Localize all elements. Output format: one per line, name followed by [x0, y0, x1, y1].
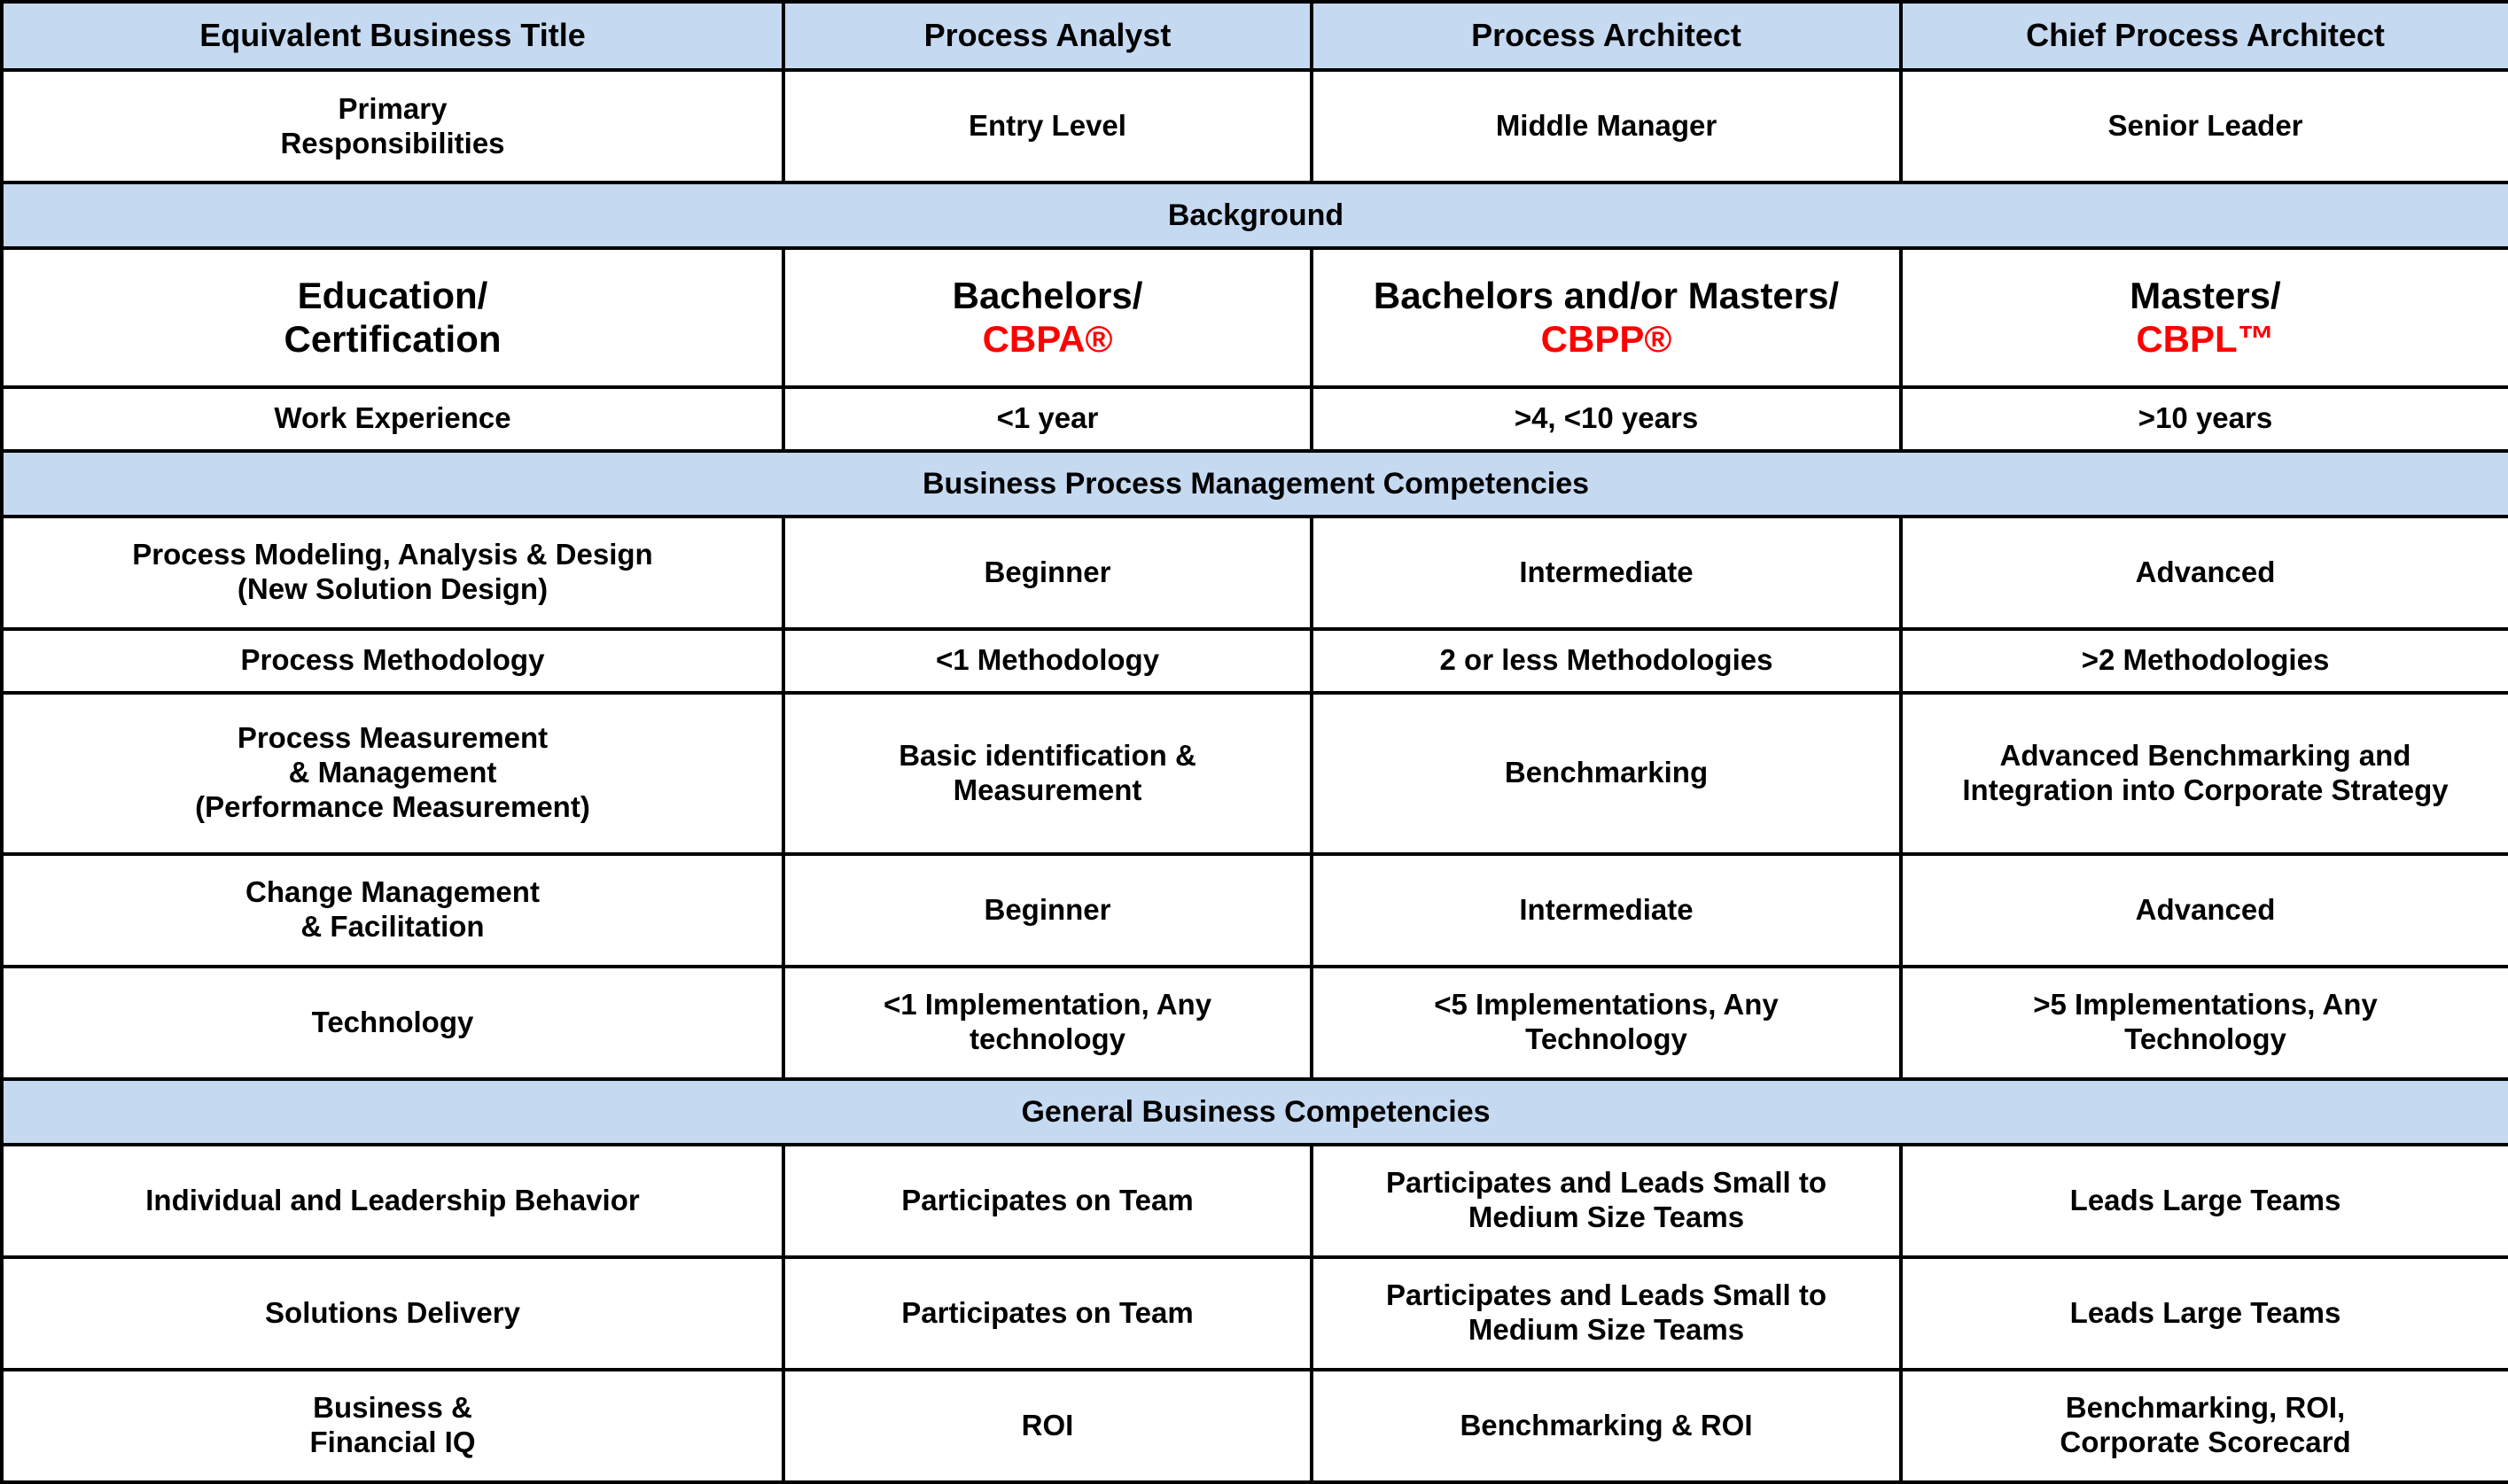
certification-badge-cbpa: CBPA®: [982, 318, 1113, 361]
table-row-business-financial-iq: [2, 1370, 2508, 1482]
column-header-process-architect: Process Architect: [1312, 2, 1901, 70]
section-row-background: [2, 183, 2508, 248]
row-label-line-2: Certification: [284, 318, 502, 361]
degree-text: Bachelors and/or Masters/: [1373, 274, 1840, 316]
column-header-process-analyst: Process Analyst: [783, 2, 1312, 70]
row-label-process-modeling: [2, 517, 783, 629]
row-label-line-1: Education/: [297, 274, 488, 316]
row-label-line-2: & Facilitation: [300, 910, 485, 944]
row-label-line-1: Primary: [338, 91, 448, 125]
cell-process-methodology-analyst: <1 Methodology: [783, 629, 1312, 693]
cell-process-methodology-architect: 2 or less Methodologies: [1312, 629, 1901, 693]
cell-individual-leadership-analyst: Participates on Team: [783, 1145, 1312, 1257]
cell-education-architect: [1312, 248, 1901, 387]
row-label-individual-leadership: Individual and Leadership Behavior: [2, 1145, 783, 1257]
cell-line-1: <5 Implementations, Any: [1434, 988, 1779, 1022]
cell-line-1: Participates and Leads Small to: [1386, 1166, 1826, 1200]
row-label-process-methodology: Process Methodology: [2, 629, 783, 693]
cell-process-methodology-chief: >2 Methodologies: [1901, 629, 2508, 693]
table-row-individual-leadership: [2, 1145, 2508, 1257]
degree-text: Bachelors/: [952, 274, 1143, 316]
row-label-business-financial-iq: [2, 1370, 783, 1482]
row-label-line-1: Change Management: [245, 875, 540, 909]
cell-solutions-delivery-chief: Leads Large Teams: [1901, 1257, 2508, 1370]
table-row-process-methodology: [2, 629, 2508, 693]
cell-line-2: Medium Size Teams: [1468, 1313, 1745, 1347]
cell-line-2: technology: [969, 1022, 1125, 1056]
cell-line-2: Integration into Corporate Strategy: [1962, 773, 2449, 806]
table-row-technology: [2, 967, 2508, 1079]
cell-process-measurement-analyst: [783, 693, 1312, 854]
cell-technology-architect: [1312, 967, 1901, 1079]
row-label-line-1: Business &: [313, 1391, 472, 1425]
cell-solutions-delivery-analyst: Participates on Team: [783, 1257, 1312, 1370]
table-row-process-modeling: [2, 517, 2508, 629]
cell-work-experience-analyst: <1 year: [783, 387, 1312, 451]
cell-technology-chief: [1901, 967, 2508, 1079]
cell-process-measurement-chief: [1901, 693, 2508, 854]
column-header-equivalent-business-title: Equivalent Business Title: [2, 2, 783, 70]
cell-process-measurement-architect: Benchmarking: [1312, 693, 1901, 854]
cell-education-analyst: [783, 248, 1312, 387]
cell-line-2: Technology: [2124, 1022, 2286, 1056]
table-row-work-experience: [2, 387, 2508, 451]
row-label-change-management: [2, 854, 783, 967]
cell-education-chief: [1901, 248, 2508, 387]
cell-process-modeling-chief: Advanced: [1901, 517, 2508, 629]
cell-line-1: Participates and Leads Small to: [1386, 1278, 1826, 1312]
section-header-background: Background: [2, 183, 2508, 248]
row-label-line-1: Process Modeling, Analysis & Design: [132, 538, 653, 571]
section-header-bpm-competencies: Business Process Management Competencies: [2, 451, 2508, 517]
row-label-process-measurement: [2, 693, 783, 854]
row-label-line-2: & Management: [288, 756, 497, 789]
column-header-chief-process-architect: Chief Process Architect: [1901, 2, 2508, 70]
row-label-education-certification: [2, 248, 783, 387]
certification-badge-cbpp: CBPP®: [1540, 318, 1672, 361]
cell-line-1: <1 Implementation, Any: [883, 988, 1212, 1022]
table-row-change-management: [2, 854, 2508, 967]
row-label-work-experience: Work Experience: [2, 387, 783, 451]
cell-primary-responsibilities-chief: Senior Leader: [1901, 70, 2508, 183]
row-label-line-1: Process Measurement: [237, 721, 549, 755]
cell-business-financial-iq-analyst: ROI: [783, 1370, 1312, 1482]
cell-line-1: Basic identification &: [899, 738, 1196, 772]
cell-line-1: >5 Implementations, Any: [2033, 988, 2378, 1022]
row-label-line-2: Financial IQ: [309, 1426, 476, 1459]
cell-line-2: Measurement: [953, 773, 1142, 806]
cell-individual-leadership-chief: Leads Large Teams: [1901, 1145, 2508, 1257]
cell-business-financial-iq-chief: [1901, 1370, 2508, 1482]
cell-change-management-analyst: Beginner: [783, 854, 1312, 967]
cell-process-modeling-analyst: Beginner: [783, 517, 1312, 629]
degree-text: Masters/: [2130, 274, 2281, 316]
row-label-technology: Technology: [2, 967, 783, 1079]
section-row-bpm-competencies: [2, 451, 2508, 517]
row-label-primary-responsibilities: [2, 70, 783, 183]
table-row-education-certification: [2, 248, 2508, 387]
cell-process-modeling-architect: Intermediate: [1312, 517, 1901, 629]
row-label-line-2: (New Solution Design): [237, 572, 549, 606]
cell-line-1: Advanced Benchmarking and: [1999, 738, 2411, 772]
section-row-general-competencies: [2, 1079, 2508, 1145]
cell-primary-responsibilities-analyst: Entry Level: [783, 70, 1312, 183]
certification-badge-cbpl: CBPL™: [2136, 318, 2275, 361]
cell-line-2: Corporate Scorecard: [2060, 1426, 2351, 1459]
cell-change-management-architect: Intermediate: [1312, 854, 1901, 967]
cell-line-1: Benchmarking, ROI,: [2065, 1391, 2346, 1425]
cell-line-2: Medium Size Teams: [1468, 1200, 1745, 1234]
cell-business-financial-iq-architect: Benchmarking & ROI: [1312, 1370, 1901, 1482]
cell-solutions-delivery-architect: [1312, 1257, 1901, 1370]
cell-individual-leadership-architect: [1312, 1145, 1901, 1257]
section-header-general-competencies: General Business Competencies: [2, 1079, 2508, 1145]
cell-change-management-chief: Advanced: [1901, 854, 2508, 967]
cell-work-experience-architect: >4, <10 years: [1312, 387, 1901, 451]
table-header-row: [2, 2, 2508, 70]
table-row-solutions-delivery: [2, 1257, 2508, 1370]
cell-technology-analyst: [783, 967, 1312, 1079]
cell-primary-responsibilities-architect: Middle Manager: [1312, 70, 1901, 183]
row-label-line-3: (Performance Measurement): [195, 790, 590, 824]
row-label-line-2: Responsibilities: [280, 126, 505, 159]
table-row-process-measurement: [2, 693, 2508, 854]
row-label-solutions-delivery: Solutions Delivery: [2, 1257, 783, 1370]
table-row-primary-responsibilities: [2, 70, 2508, 183]
cell-work-experience-chief: >10 years: [1901, 387, 2508, 451]
cell-line-2: Technology: [1525, 1022, 1687, 1056]
